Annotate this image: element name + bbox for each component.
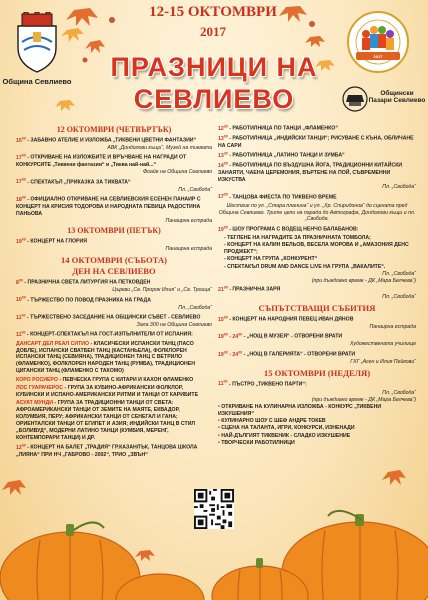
market-name: Общински Пазари Севлиево bbox=[368, 90, 426, 105]
qr-code[interactable] bbox=[194, 489, 234, 529]
show-location: Пл. „Свобода“ bbox=[382, 270, 416, 277]
event-item: $15^{00}$ - ЗАБАВНО АТЕЛИЕ И ИЗЛОЖБА „ТИКВЕНИ ЦВЕТНИ ФАНТАЗИИ“ АВК „Дондолови къщи“, Музей на тиквата bbox=[16, 136, 212, 151]
day-heading-15: 15 ОКТОМВРИ (НЕДЕЛЯ) bbox=[263, 367, 371, 378]
event-item: $11^{00}$ - ПЪСТРО „ТИКВЕНО ПАРТИ“: bbox=[218, 379, 307, 388]
event-item: $21^{00}$ - ПРАЗНИЧНА ЗАРЯ Пл. „Свобода“ bbox=[218, 285, 416, 301]
program-left-column bbox=[16, 124, 212, 460]
page-title-line2: СЕВЛИЕВО bbox=[133, 84, 295, 114]
show-item: - КОНЦЕРТ НА КАЛИН ВЕЛЬОВ, ВЕСЕЛА МОРОВА И „АМАЗОНИЯ ДЕНС ПРОДЖЕКТ“; bbox=[224, 242, 416, 256]
program-right-column bbox=[218, 124, 416, 447]
day15-location: Пл. „Свобода“ bbox=[382, 389, 416, 396]
event-item: $17^{30}$ - СПЕКТАКЪЛ „ПРИКАЗКА ЗА ТИКВАТА“ Пл. „Свобода“ bbox=[16, 177, 212, 193]
event-item: $19^{00}$ - ШОУ ПРОГРАМА С ВОДЕЩ НЕНЧО БАЛАБАНОВ: bbox=[218, 224, 359, 233]
party-item: • КУЛИНАРНО ШОУ С ШЕФ АНДРЕ ТОКЕВ bbox=[218, 418, 416, 425]
show-location-note: (при дъждовно време - ДК „Мара Белчева“) bbox=[311, 278, 416, 285]
festival-dates: 12-15 ОКТОМВРИ bbox=[149, 4, 277, 20]
event-item: $8^{00}$ - ПРАЗНИЧНА СВЕТА ЛИТУРГИЯ НА ПЕТКОВДЕН Църкви „Св. Пророк Илия“ и „Св. Троица“ bbox=[16, 278, 212, 294]
festival-year: 2017 bbox=[200, 24, 226, 39]
side-events-heading: СЪПЪТСТВАЩИ СЪБИТИЯ bbox=[258, 302, 376, 313]
day-heading-14: 14 ОКТОМВРИ (СЪБОТА) bbox=[60, 255, 168, 266]
event-item: $19^{00} - 24^{00}$ - „НОЩ В МУЗЕЯ“ - ОТВОРЕНИ ВРАТИ Художествената училище bbox=[218, 332, 416, 348]
event-item: $14^{00}$ - РАБОТИЛНИЦА ПО ВЪЗДУШНА ЙОГА, ТРАДИЦИОННИ КИТАЙСКИ ЗАНАЯТИ, ЧАЕНА ЦЕРЕМОНИЯ, ВЪРТЕНЕ НА ПОЙ, СЪВРЕМЕННИ ИЗКУСТВА Пл. „Свобода“ bbox=[218, 161, 416, 191]
day-heading-12: 12 ОКТОМВРИ (ЧЕТВЪРТЪК) bbox=[56, 125, 172, 134]
event-item: $17^{00}$ - ОТКРИВАНЕ НА ИЗЛОЖБИТЕ И ВРЪЧВАНЕ НА НАГРАДИ ОТ КОНКУРСИТЕ „Тиквени фантазии“ и „Тиква най-най...“ Фоайе на Община Севлиево bbox=[16, 153, 212, 176]
svg-text:2017: 2017 bbox=[373, 54, 383, 59]
town-crest bbox=[14, 12, 60, 74]
event-item: $18^{00}$ - ОФИЦИАЛНО ОТКРИВАНЕ НА СЕВЛИЕВСКИЯ ЕСЕНЕН ПАНАИР С КОНЦЕРТ НА КРИСИЯ ТОДОРОВА И НАРОДНАТА ПЕВИЦА РАДОСТИНА ПАНЬОВА Панаирна естрада bbox=[16, 195, 212, 224]
event-item: $13^{00}$ - РАБОТИЛНИЦА „ИНДИЙСКИ ТАНЦИ“; РИСУВАНЕ С КЪНА, ОБЛИЧАНЕ НА САРИ bbox=[218, 134, 414, 149]
event-item: $12^{00}$ - КОНЦЕРТ НА БАЛЕТ „ТРАДИЯ“ ГР.КАЗАНЛЪК, ТАНЦОВА ШКОЛА „ЛИЯНА“ ПРИ НЧ „ГАБРОВО - 2002“, ТРИО „ЗВЪН“ bbox=[16, 443, 198, 458]
parade-route-note: Шествие по ул. „Стара планина“ и ул. „Хр. Спиридонов“ до сцената пред Община Севлиево. Трите цели на парада до Автографа, Дондолови къщи и пл. „Свобода. bbox=[218, 202, 416, 223]
page-title-line1: ПРАЗНИЦИ НА bbox=[110, 52, 318, 82]
event-item: $10^{00}$ - ТЪРЖЕСТВО ПО ПОВОД ПРАЗНИКА НА ГРАДА Пл. „Свобода“ bbox=[16, 295, 212, 311]
performer-item: КОРО РОСИЕРО - ПЕВЧЕСКА ГРУПА С КИТАРИ И КАХОН ФЛАМЕНКО bbox=[16, 376, 194, 383]
performer-item: АСУАТ МУНДИ - ГРУПА ЗА ТРАДИЦИОННИ ТАНЦИ ОТ СВЕТА: АФРОАМЕРИКАНСКИ ТАНЦИ ОТ ЗЕМИТЕ НА МАЯТЕ, ЕКВАДОР, КОЛУМБИЯ, ПЕРУ; АФРИКАНСКИ ТАНЦИ ОТ СЕНЕГАЛ И ГАНА; ОРИЕНТАЛСКИ ТАНЦИ ОТ ЕГИПЕТ И АЗИЯ; ИНДИЙСКИ ТАНЦ В СТИЛ „БОЛИВУД“, МОДЕРНИ ЛАТИНО ТАНЦИ (КУМБИЯ, МЕРЕНГ, КОНТЕМПОРАРИ ТАНЦИ) И ДР. bbox=[16, 400, 196, 441]
event-item: $19^{00} - 24^{00}$ - „НОЩ В ГАЛЕРИЯТА“ - ОТВОРЕНИ ВРАТИ ГХГ „Асен и Илия Пейкови“ bbox=[218, 349, 416, 365]
municipality-name: Община Севлиево bbox=[2, 77, 72, 86]
event-item: $19^{00}$ - КОНЦЕРТ НА ГЛОРИЯ Панаирна естрада bbox=[16, 237, 212, 253]
party-item: • НАЙ-ДЪЛГИЯТ ТИКВЕНИК - СЛАДКО ИЗКУШЕНИЕ bbox=[218, 433, 416, 440]
show-item: - СПЕКТАКЪЛ DRUM AND DANCE LIVE НА ГРУПА „ВАКАЛИТЕ“. bbox=[224, 264, 416, 271]
party-item: • СЦЕНА НА ТАЛАНТА, ИГРИ, КОНКУРСИ, ИЗНЕНАДИ bbox=[218, 425, 416, 432]
day-heading-13: 13 ОКТОМВРИ (ПЕТЪК) bbox=[67, 226, 161, 236]
event-item: $15^{00}$ - КОНЦЕРТ НА НАРОДНИЯ ПЕВЕЦ ИВАН ДЯНОВ Панаирна естрада bbox=[218, 314, 416, 330]
event-item: $12^{30}$ - РАБОТИЛНИЦА ПО ТАНЦИ „ФЛАМЕНКО“ bbox=[218, 124, 338, 132]
show-item: - ТЕГЛЕНЕ НА НАГРАДИТЕ ЗА ПРАЗНИЧНАТА ТОМБОЛА; bbox=[224, 235, 416, 242]
show-item: - КОНЦЕРТ НА ГРУПА „КОНКУРЕНТ“ bbox=[224, 256, 416, 263]
market-logo bbox=[340, 86, 370, 112]
event-item: $13^{30}$ - РАБОТИЛНИЦА „ЛАТИНО ТАНЦИ И ЗУМБА“ bbox=[218, 151, 345, 159]
performer-item: ДАНСАРТ ДЕЛ РЕАЛ СИТИО - КЛАСИЧЕСКИ ИСПАНСКИ ТАНЦ (ПАСО ДОБЛЕ), ИСПАНСКИ СВАТБЕН ТАНЦ (КАСТАНЬЕЛА), ФОЛКЛОРЕН ИСПАНСКИ ТАНЦ (СЕВИЯНА), ТРАДИЦИОНЕН ТАНЦ С ВЕТРИЛО (ФЛАМЕНКО), ФОЛКЛОРЕН НАРОДЕН ТАНЦ (РУМБА), ТРАДИЦИОНЕН ЦИГАНСКИ ТАНЦ (ФЛАМЕНКО С ТАКОМО) bbox=[16, 340, 195, 375]
performer-item: ЛОС ГУАРАЧЕРОС - ГРУПА ЗА КУБИНО-АФРИКАНСКИ ФОЛКЛОР, КУБИНСКИ И ИСПАНО-АМЕРИКАНСКИ РИТМИ И ТАНЦИ ОТ КАРИБИТЕ bbox=[16, 385, 199, 398]
festival-logo bbox=[346, 10, 410, 76]
event-item: $17^{00}$ - ТАНЦОВА ФИЕСТА ПО ТИКВЕНО ВРЕМЕ bbox=[218, 192, 337, 201]
party-item: • ТВОРЧЕСКИ РАБОТИЛНИЦИ bbox=[218, 440, 416, 447]
event-item: $11^{00}$ - КОНЦЕРТ-СПЕКТАКЪЛ НА ГОСТ-ИЗПЪЛНИТЕЛИ ОТ ИСПАНИЯ: bbox=[16, 330, 193, 339]
day-subheading-14: ДЕН НА СЕВЛИЕВО bbox=[72, 266, 156, 277]
event-item: $11^{00}$ - ТЪРЖЕСТВЕНО ЗАСЕДАНИЕ НА ОБЩИНСКИ СЪВЕТ - СЕВЛИЕВО Зала 300 на Община Севлиево bbox=[16, 313, 212, 329]
day15-location-note: (при дъждовно време - ДК „Мара Белчева“) bbox=[311, 397, 416, 404]
party-item: • ОТКРИВАНЕ НА КУЛИНАРНА ИЗЛОЖБА - КОНКУРС „ТИКВЕНИ ИЗКУШЕНИЯ“ bbox=[218, 404, 416, 418]
